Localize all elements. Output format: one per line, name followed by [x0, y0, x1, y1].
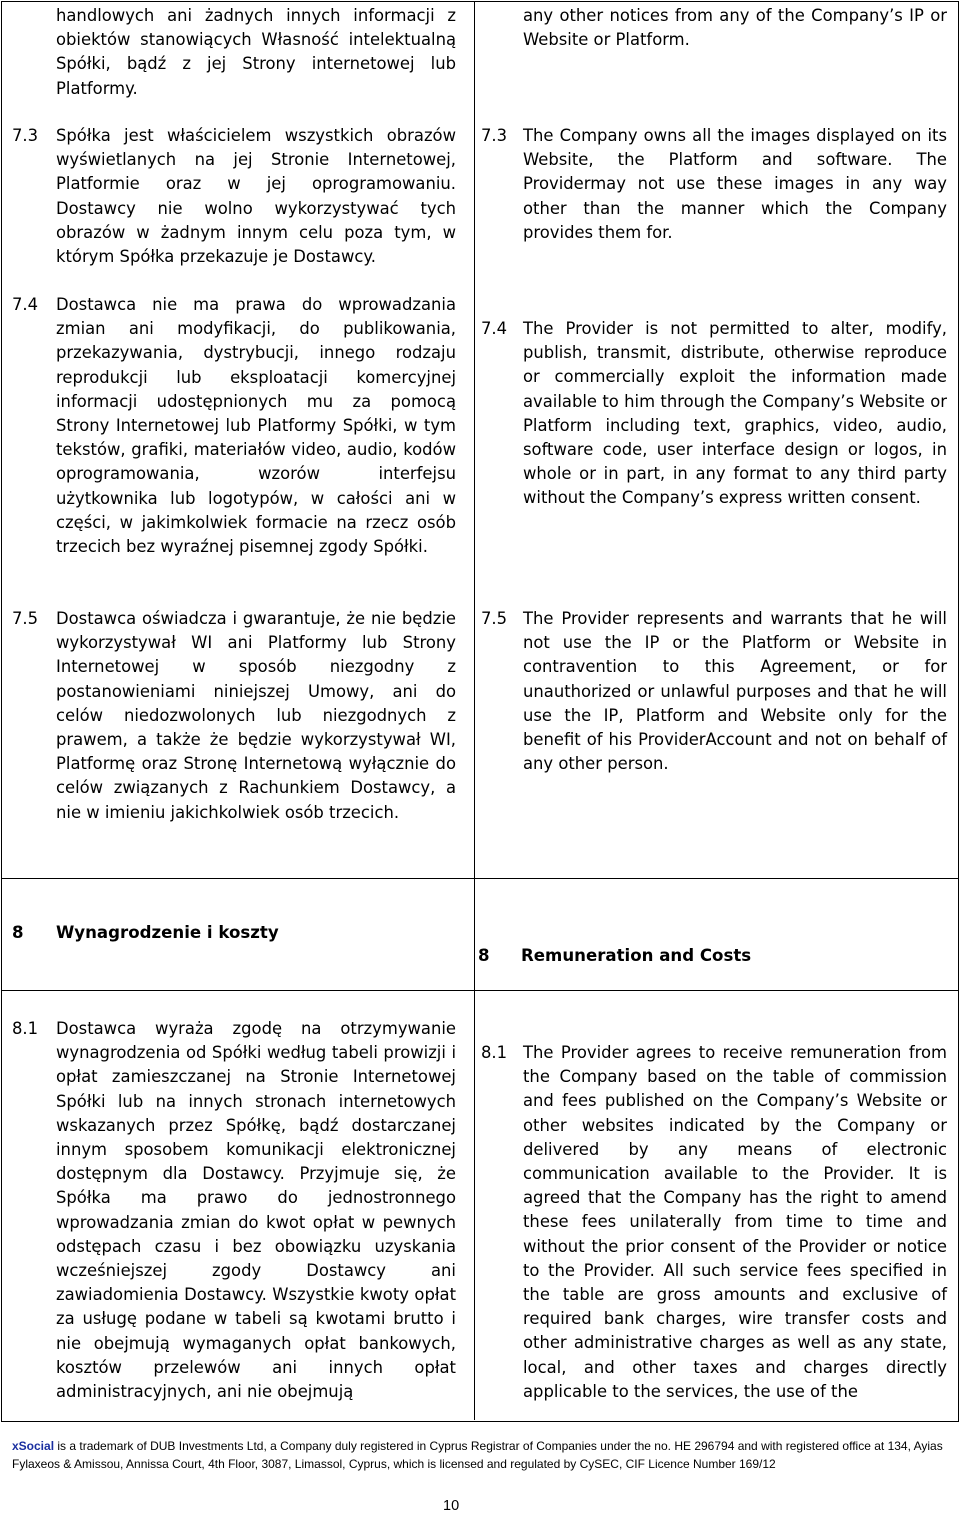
- pl-item-8-1: [56, 1017, 456, 1404]
- en-section-title: Remuneration and Costs: [521, 946, 752, 965]
- en-item-number: 8.1: [481, 1043, 508, 1062]
- footer-text: is a trademark of DUB Investments Ltd, a Company duly registered in Cyprus Registrar of Companies under the no. HE 296794 and with registered office at 134, Ayias Fylaxeos & Amissou, Annissa Court, 4th Floor, 3087, Limassol, Cyprus, which is licensed and regulated by CySEC, CIF Licence Number 169/12: [12, 1439, 943, 1472]
- en-item-number: 7.3: [481, 126, 508, 145]
- en-section-number: 8: [478, 946, 490, 965]
- pl-item-text: Dostawca nie ma prawa do wprowadzania zmian ani modyfikacji, do publikowania, przekazywania, dystrybucji, innego rodzaju reprodukcji lub eksploatacji komercyjnej informacji udostępnionych mu za pomocą Strony Internetowej lub Platformy Spółki, w tym tekstów, grafiki, materiałów video, audio, kodów oprogramowania, wzorów interfejsu użytkownika lub logotypów, w całości ani w części, w jakimkolwiek formacie na rzecz osób trzecich bez wyraźnej pisemnej zgody Spółki.: [56, 295, 456, 557]
- brand-name: xSocial: [12, 1439, 55, 1453]
- en-intro-tail: [523, 4, 947, 52]
- row-divider-2: [1, 990, 959, 991]
- en-item-8-1: [523, 1041, 947, 1404]
- en-item-7-3: [523, 124, 947, 245]
- column-divider: [474, 1, 475, 1420]
- en-item-text: The Provider agrees to receive remuneration from the Company based on the table of commission and fees published on the Company’s Website or other websites indicated by the Company or delivered by any means of electronic communication available to the Provider. It is agreed that the Company has the right to amend these fees unilaterally from time to time and without the prior consent of the Provider or notice to the Provider. All such service fees specified in the table are gross amounts and exclusive of required bank charges, wire transfer costs and other administrative charges as well as any state, local, and other taxes and charges directly applicable to the services, the use of the: [523, 1043, 947, 1401]
- pl-section-title: Wynagrodzenie i koszty: [56, 923, 279, 942]
- pl-intro-text: handlowych ani żadnych innych informacji z obiektów stanowiących Własność intelektualną Spółki, bądź z jej Strony internetowej lub Platformy.: [56, 6, 456, 98]
- en-item-number: 7.5: [481, 609, 508, 628]
- en-item-number: 7.4: [481, 319, 508, 338]
- en-item-text: The Company owns all the images displayed on its Website, the Platform and software. The Providermay not use these images in any way other than the manner which the Company provides them for.: [523, 126, 947, 242]
- en-intro-text: any other notices from any of the Company’s IP or Website or Platform.: [523, 6, 947, 50]
- pl-item-7-4: [56, 293, 456, 559]
- en-item-text: The Provider represents and warrants that he will not use the IP or the Platform or Website in contravention to this Agreement, or for unauthorized or unlawful purposes and that he will use the IP, Platform and Website only for the benefit of his ProviderAccount and not on behalf of any other person.: [523, 609, 947, 774]
- pl-item-number: 8.1: [12, 1019, 39, 1038]
- en-item-7-5: [523, 607, 947, 776]
- pl-item-number: 7.5: [12, 609, 39, 628]
- row-divider-1: [1, 878, 959, 879]
- pl-item-7-3: [56, 124, 456, 269]
- pl-intro-tail: [56, 4, 456, 101]
- pl-item-text: Dostawca oświadcza i gwarantuje, że nie będzie wykorzystywał WI ani Platformy lub Strony Internetowej w sposób niezgodny z postanowieniami niniejszej Umowy, ani do celów niedozwolonych lub niezgodnych z prawem, a także że będzie wykorzystywał WI, Platformę oraz Stronę Internetową wyłącznie do celów związanych z Rachunkiem Dostawcy, a nie w imieniu jakichkolwiek osób trzecich.: [56, 609, 456, 822]
- pl-section-number: 8: [12, 923, 24, 942]
- pl-item-number: 7.4: [12, 295, 39, 314]
- page-number: 10: [443, 1498, 460, 1514]
- en-item-text: The Provider is not permitted to alter, modify, publish, transmit, distribute, otherwise reproduce or commercially exploit the information made available to him through the Company’s Website or Platform including text, graphics, video, audio, software code, user interface design or logos, in whole or in part, in any format to any third party without the Company’s express written consent.: [523, 319, 947, 508]
- pl-item-text: Spółka jest właścicielem wszystkich obrazów wyświetlanych na jej Stronie Internetowej, Platformie oraz w jej oprogramowaniu. Dostawcy nie wolno wykorzystywać tych obrazów w żadnym innym celu poza tym, w którym Spółka przekazuje je Dostawcy.: [56, 126, 456, 267]
- page-footer: [12, 1437, 952, 1474]
- pl-item-text: Dostawca wyraża zgodę na otrzymywanie wynagrodzenia od Spółki według tabeli prowizji i opłat zamieszczanej na Stronie Internetowej Spółki lub na innych stronach internetowych wskazanych przez Spółkę, bądź dostarczanej innym sposobem komunikacji elektronicznej dostępnym dla Dostawcy. Przyjmuje się, że Spółka ma prawo do jednostronnego wprowadzania zmian do kwot opłat w pewnych odstępach czasu i bez obowiązku uzyskania wcześniejszej zgody Dostawcy ani zawiadomienia Dostawcy. Wszystkie kwoty opłat za usługę podane w tabeli są kwotami brutto i nie obejmują wymaganych opłat bankowych, kosztów przelewów ani innych opłat administracyjnych, ani nie obejmują: [56, 1019, 456, 1402]
- en-item-7-4: [523, 317, 947, 511]
- pl-item-number: 7.3: [12, 126, 39, 145]
- pl-item-7-5: [56, 607, 456, 825]
